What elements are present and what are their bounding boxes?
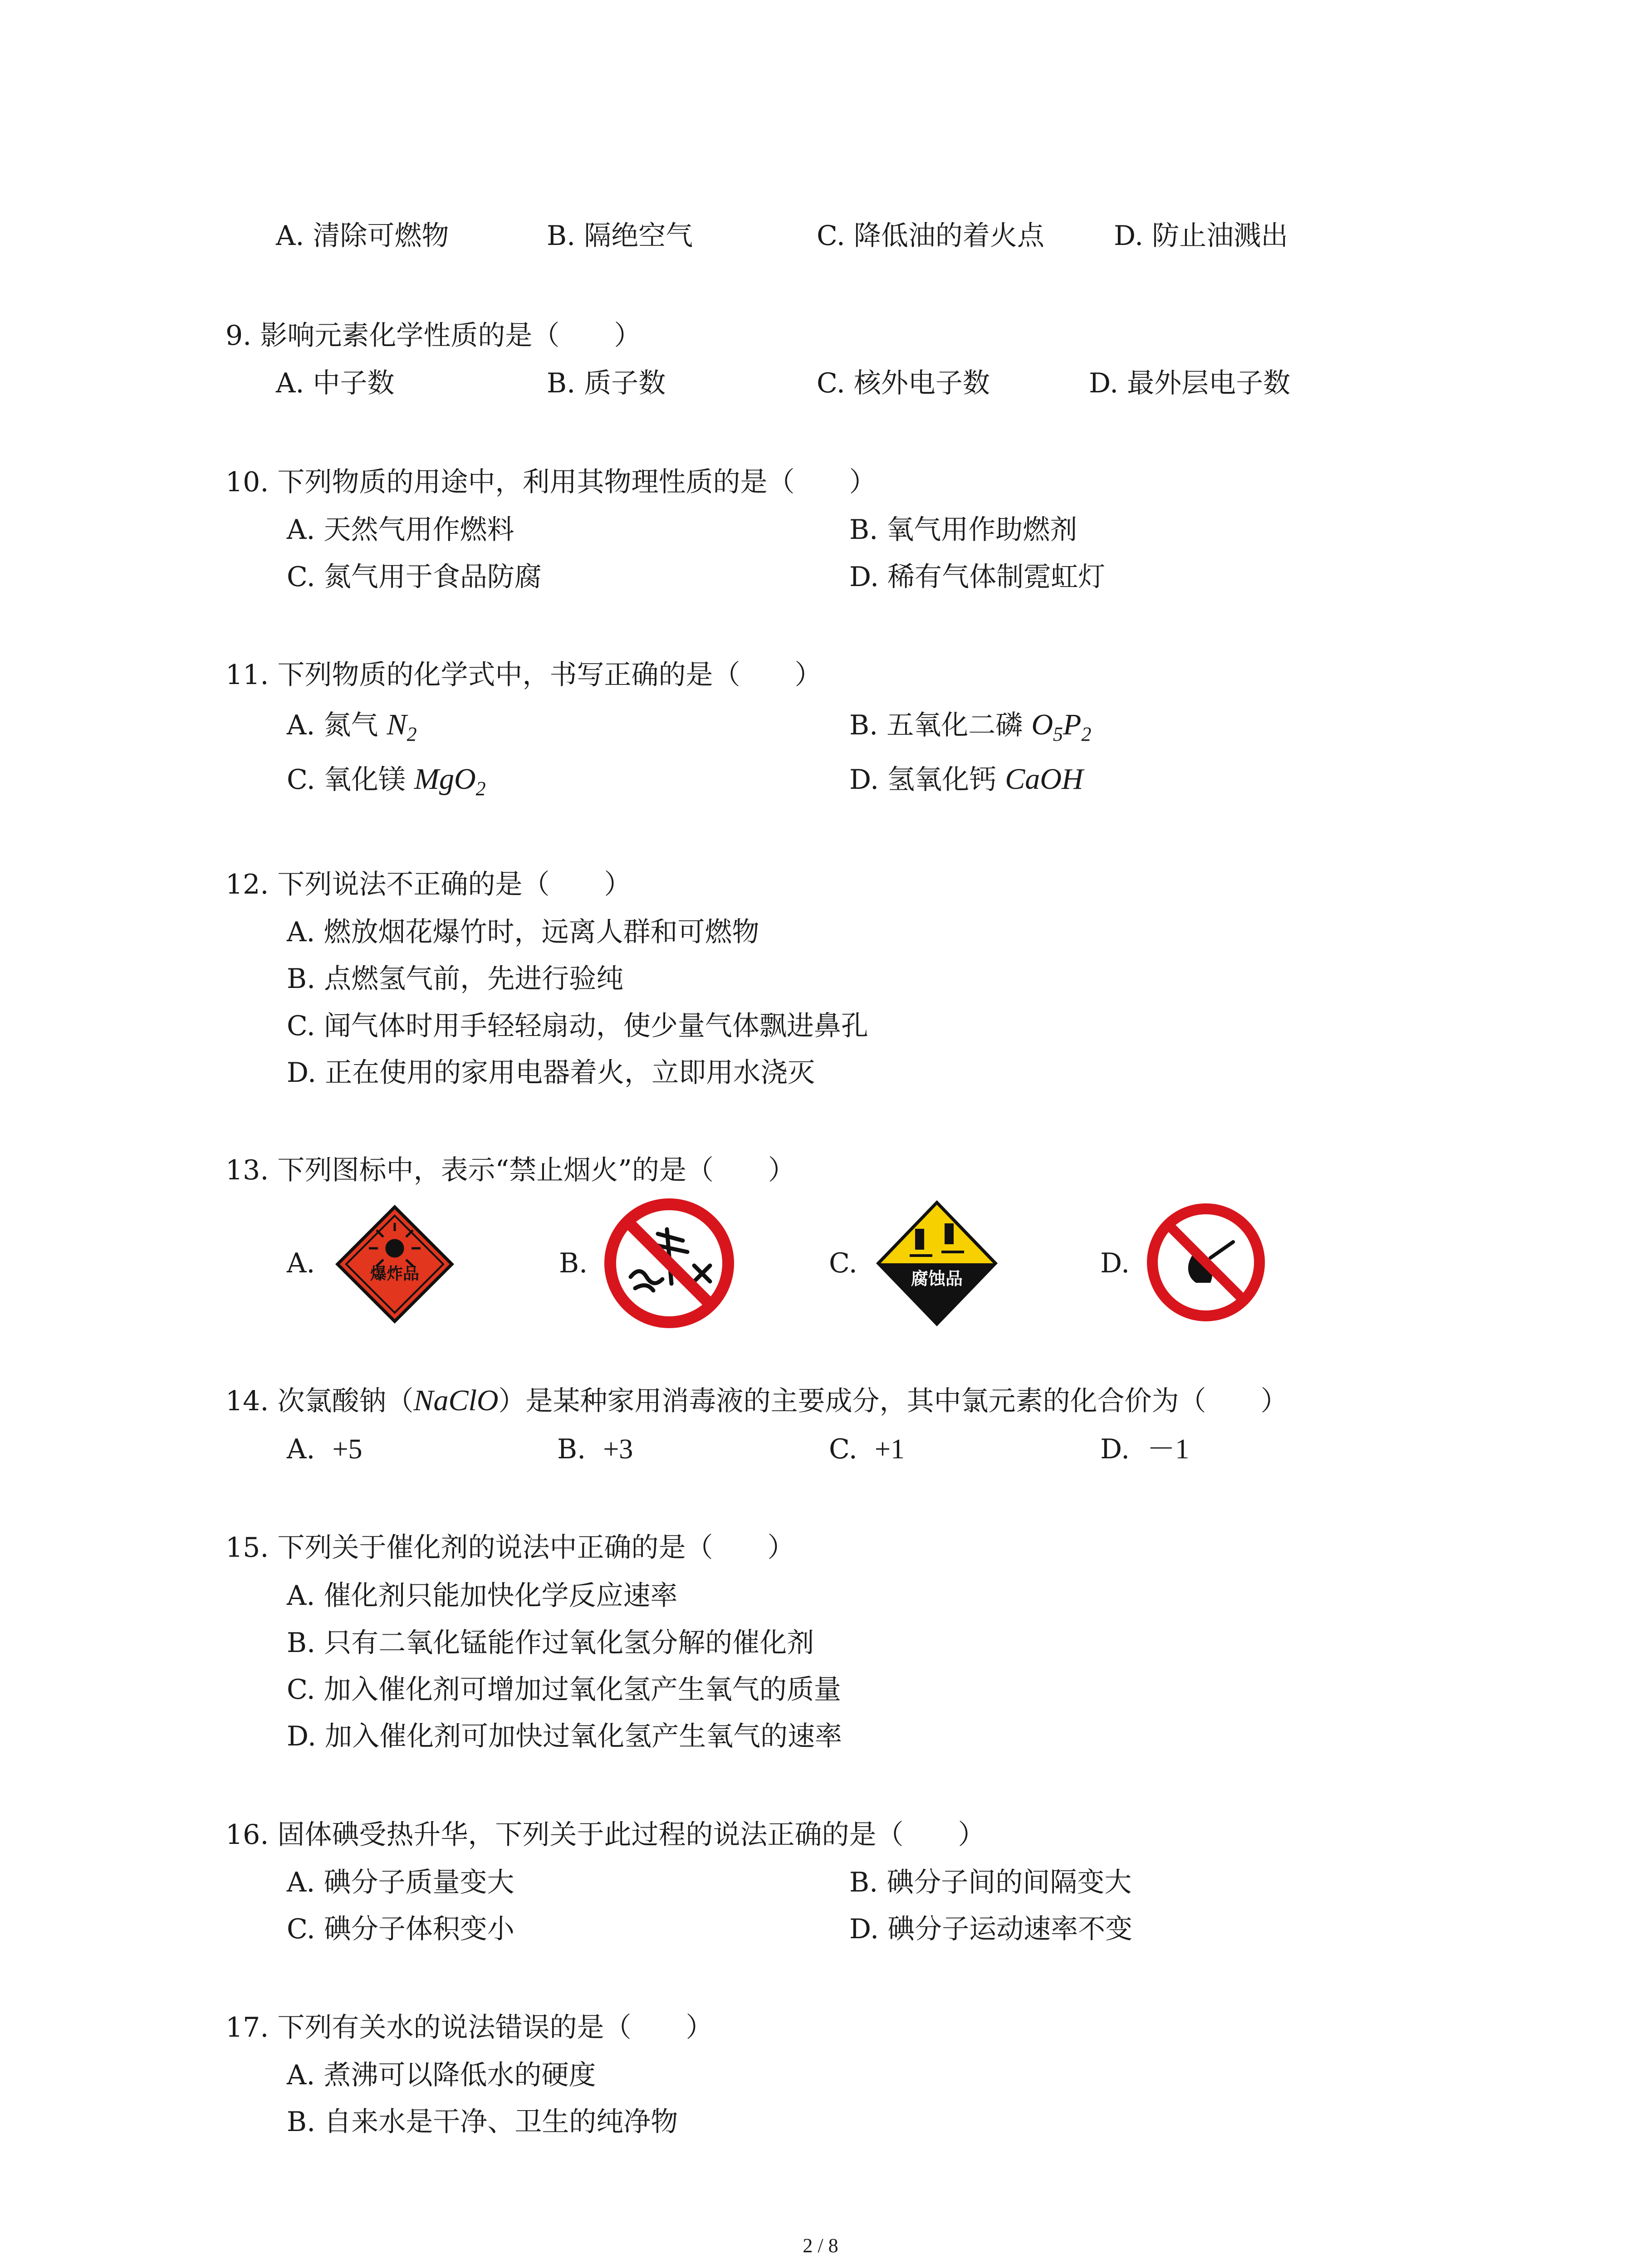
q17-option-a: A. 煮沸可以降低水的硬度 <box>287 2059 596 2091</box>
q14-option-d <box>1100 1431 1189 1467</box>
q9-option-b: B. 质子数 <box>547 367 666 399</box>
q11-option-d-text: D. 氢氧化钙 <box>849 764 1005 796</box>
q9-option-c: C. 核外电子数 <box>817 367 990 399</box>
q11-option-d <box>849 761 1083 798</box>
option-value: +3 <box>603 1434 633 1465</box>
q11-option-d-formula: CaOH <box>1005 763 1083 796</box>
formula-subscript: 2 <box>407 723 417 745</box>
option-value: +1 <box>875 1434 905 1465</box>
q15-option-b: B. 只有二氧化锰能作过氧化氢分解的催化剂 <box>287 1627 814 1659</box>
q9-stem: 9. 影响元素化学性质的是（ ） <box>225 320 642 352</box>
q14-stem-start: 14. 次氯酸钠（ <box>225 1385 414 1417</box>
q17-option-b: B. 自来水是干净、卫生的纯净物 <box>287 2106 678 2138</box>
q13-option-a-label: A. <box>287 1247 315 1279</box>
no-fireworks-sign-icon <box>603 1198 735 1329</box>
q15-option-d: D. 加入催化剂可加快过氧化氢产生氧气的速率 <box>287 1721 843 1752</box>
q11-option-b <box>849 707 1091 743</box>
q13-option-d-label: D. <box>1100 1247 1130 1279</box>
formula-subscript: 2 <box>475 777 486 800</box>
q10-option-c: C. 氮气用于食品防腐 <box>287 561 542 593</box>
q14-formula: NaClO <box>413 1384 499 1417</box>
option-label: C. <box>829 1433 857 1465</box>
q10-option-b: B. 氧气用作助燃剂 <box>849 514 1078 546</box>
q10-stem: 10. 下列物质的用途中，利用其物理性质的是（ ） <box>225 466 877 498</box>
explosive-sign-text: 爆炸品 <box>370 1265 420 1283</box>
q15-option-a: A. 催化剂只能加快化学反应速率 <box>287 1580 678 1612</box>
q14-stem-end: ）是某种家用消毒液的主要成分，其中氯元素的化合价为（ ） <box>498 1385 1288 1417</box>
q9-option-d: D. 最外层电子数 <box>1089 367 1291 399</box>
explosive-sign-icon <box>333 1203 456 1325</box>
corrosive-sign-icon <box>873 1198 1000 1329</box>
q11-option-a <box>287 707 417 743</box>
q11-option-b-text: B. 五氧化二磷 <box>849 709 1032 741</box>
q9-option-a: A. 中子数 <box>276 367 395 399</box>
q8-option-c: C. 降低油的着火点 <box>817 220 1044 252</box>
option-label: D. <box>1100 1433 1130 1465</box>
q16-stem: 16. 固体碘受热升华，下列关于此过程的说法正确的是（ ） <box>225 1819 985 1851</box>
q16-option-a: A. 碘分子质量变大 <box>287 1867 514 1898</box>
q13-option-b-label: B. <box>559 1247 588 1279</box>
q12-option-b: B. 点燃氢气前，先进行验纯 <box>287 963 624 995</box>
no-fire-sign-icon <box>1142 1199 1269 1326</box>
q14-stem <box>225 1383 1288 1419</box>
formula-main: N <box>387 708 407 741</box>
q12-option-d: D. 正在使用的家用电器着火，立即用水浇灭 <box>287 1057 815 1089</box>
option-value: －1 <box>1147 1434 1190 1465</box>
page-number: 2 / 8 <box>803 2234 838 2257</box>
formula-main: MgO <box>414 763 476 796</box>
q17-stem: 17. 下列有关水的说法错误的是（ ） <box>225 2012 713 2043</box>
corrosive-sign-text: 腐蚀品 <box>911 1269 963 1289</box>
formula-subscript: 2 <box>1081 723 1092 745</box>
q10-option-a: A. 天然气用作燃料 <box>287 514 514 546</box>
option-value: +5 <box>332 1434 362 1465</box>
q11-option-b-formula <box>1031 708 1092 745</box>
q15-option-c: C. 加入催化剂可增加过氧化氢产生氧气的质量 <box>287 1674 841 1706</box>
q8-option-d: D. 防止油溅出 <box>1114 220 1288 252</box>
q8-option-a: A. 清除可燃物 <box>276 220 449 252</box>
q16-option-d: D. 碘分子运动速率不变 <box>849 1913 1133 1945</box>
q15-stem: 15. 下列关于催化剂的说法中正确的是（ ） <box>225 1532 795 1564</box>
q11-option-c-formula <box>414 763 486 800</box>
q11-option-c <box>287 761 486 798</box>
q14-option-b <box>557 1431 633 1467</box>
option-label: A. <box>287 1433 315 1465</box>
q12-option-c: C. 闻气体时用手轻轻扇动，使少量气体飘进鼻孔 <box>287 1010 868 1042</box>
q13-option-c-label: C. <box>829 1247 857 1279</box>
q12-option-a: A. 燃放烟花爆竹时，远离人群和可燃物 <box>287 916 759 948</box>
q11-stem: 11. 下列物质的化学式中，书写正确的是（ ） <box>225 659 822 691</box>
q14-option-a <box>287 1431 362 1467</box>
q11-option-a-text: A. 氮气 <box>287 709 387 741</box>
q11-option-c-text: C. 氧化镁 <box>287 764 414 796</box>
formula-main: O <box>1031 708 1053 741</box>
q13-stem: 13. 下列图标中，表示“禁止烟火”的是（ ） <box>225 1154 795 1186</box>
q8-option-b: B. 隔绝空气 <box>547 220 693 252</box>
q12-stem: 12. 下列说法不正确的是（ ） <box>225 869 632 900</box>
formula-main: P <box>1063 708 1082 741</box>
q11-option-a-formula <box>387 708 417 745</box>
q16-option-c: C. 碘分子体积变小 <box>287 1913 514 1945</box>
option-label: B. <box>557 1433 586 1465</box>
q16-option-b: B. 碘分子间的间隔变大 <box>849 1867 1132 1898</box>
q14-option-c <box>829 1431 905 1467</box>
formula-subscript: 5 <box>1053 723 1063 745</box>
q10-option-d: D. 稀有气体制霓虹灯 <box>849 561 1106 593</box>
